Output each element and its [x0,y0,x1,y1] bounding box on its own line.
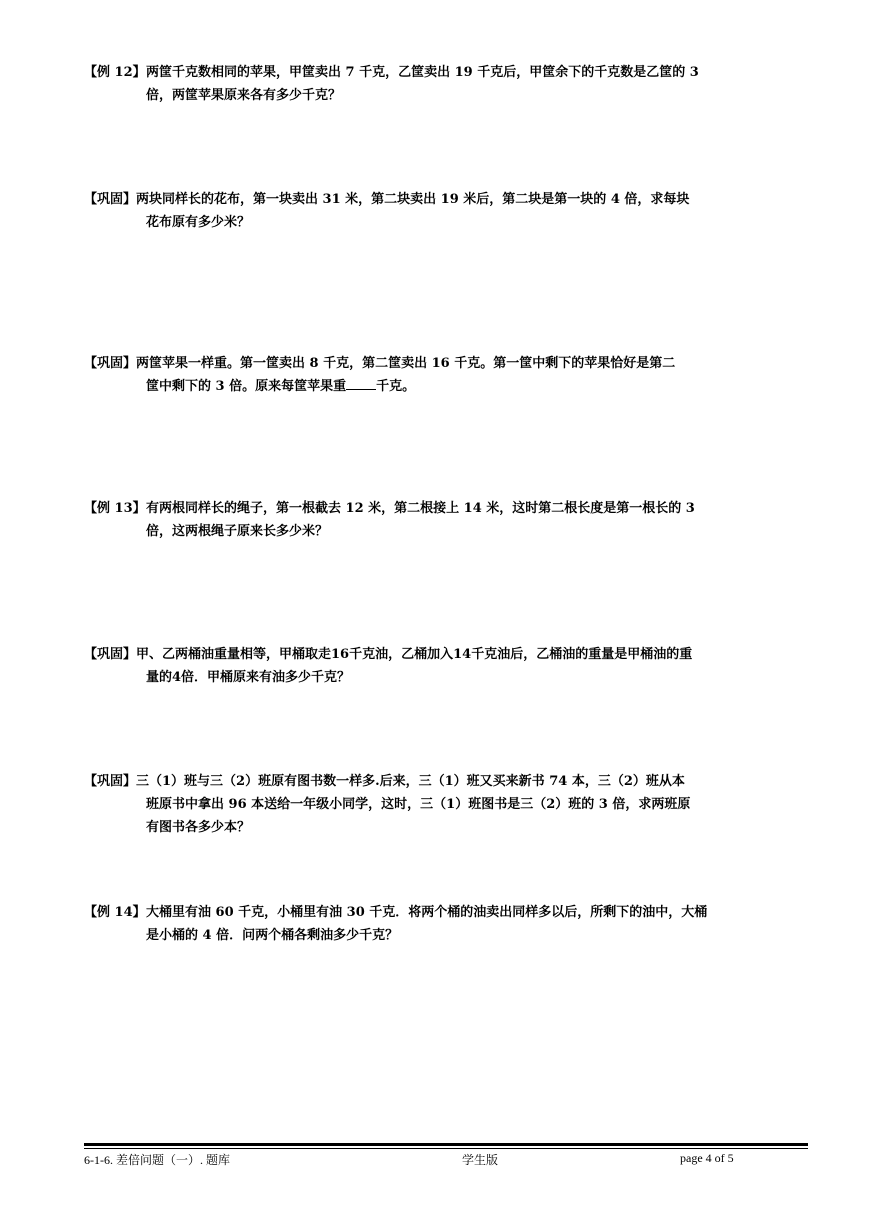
problem-label: 【例 12】 [84,65,146,80]
problem-text-line: 三（1）班与三（2）班原有图书数一样多.后来，三（1）班又买来新书 74 本，三（2）班从本 [136,774,685,789]
problem-text-line: 筐中剩下的 3 倍。原来每筐苹果重 [146,379,347,394]
example-12 [84,61,808,107]
problem-text-line: 量的4倍．甲桶原来有油多少千克？ [146,670,351,685]
problem-text-line: 两筐千克数相同的苹果，甲筐卖出 7 千克，乙筐卖出 19 千克后，甲筐余下的千克数是乙筐的 3 [146,65,699,80]
practice-4 [84,770,808,839]
problem-text-line: 有两根同样长的绳子，第一根截去 12 米，第二根接上 14 米，这时第二根长度是第一根长的 3 [146,501,695,516]
problem-text-line: 有图书各多少本？ [146,820,251,835]
practice-2 [84,352,808,398]
footer-divider [84,1143,808,1146]
problem-text-line: 两筐苹果一样重。第一筐卖出 8 千克，第二筐卖出 16 千克。第一筐中剩下的苹果恰好是第二 [136,356,676,371]
answer-blank[interactable] [346,377,376,390]
footer-page-number: page 4 of 5 [680,1151,734,1165]
footer-edition: 学生版 [462,1153,499,1167]
problem-label: 【例 13】 [84,501,146,516]
problem-text-line: 倍，两筐苹果原来各有多少千克？ [146,88,342,103]
problem-label: 【巩固】 [84,192,137,207]
problem-label: 【巩固】 [84,356,137,371]
problem-text-line: 是小桶的 4 倍．问两个桶各剩油多少千克？ [146,928,399,943]
example-13 [84,497,808,543]
problem-label: 【巩固】 [84,647,137,662]
problem-label: 【巩固】 [84,774,137,789]
practice-3 [84,643,808,689]
problem-text-line: 倍，这两根绳子原来长多少米？ [146,524,329,539]
problem-text-line: 班原书中拿出 96 本送给一年级小同学，这时，三（1）班图书是三（2）班的 3 倍，求两班原 [146,797,691,812]
practice-1 [84,188,808,234]
footer-divider [84,1148,808,1149]
example-14 [84,901,808,947]
problem-text-line: 甲、乙两桶油重量相等，甲桶取走16千克油，乙桶加入14千克油后，乙桶油的重量是甲桶油的重 [136,647,693,662]
problem-text-line: 千克。 [376,379,416,394]
problem-text-line: 花布原有多少米？ [146,215,251,230]
footer-doc-title: 6-1-6. 差倍问题（一）. 题库 [84,1153,230,1167]
problem-text-line: 两块同样长的花布，第一块卖出 31 米，第二块卖出 19 米后，第二块是第一块的 4 倍，求每块 [136,192,690,207]
page-footer [84,1151,808,1167]
problem-label: 【例 14】 [84,905,146,920]
problem-text-line: 大桶里有油 60 千克，小桶里有油 30 千克．将两个桶的油卖出同样多以后，所剩下的油中，大桶 [146,905,708,920]
